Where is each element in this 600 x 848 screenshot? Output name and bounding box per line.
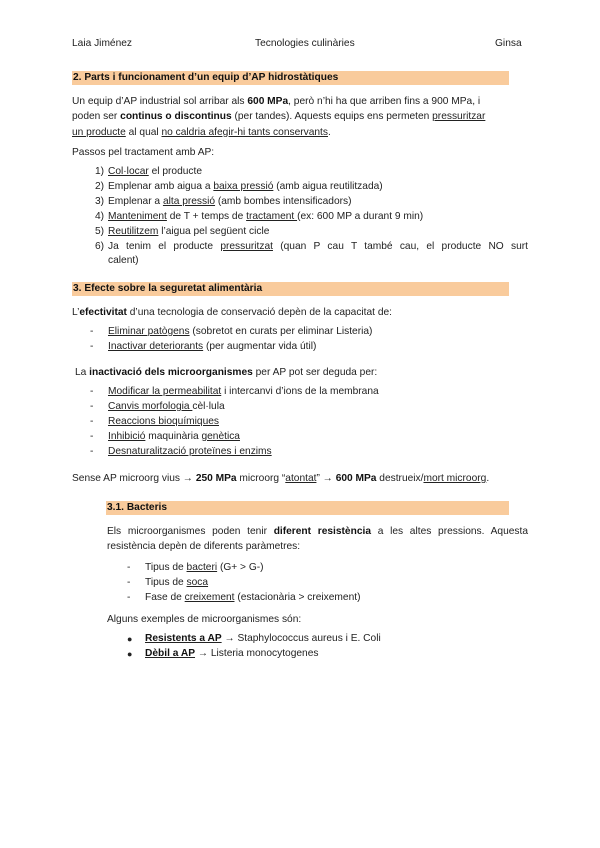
list-item-continuation: calent) (108, 255, 139, 266)
section-2-heading: 2. Parts i funcionament d’un equip d’AP hidrostàtiques (72, 71, 509, 85)
section-3-1-heading: 3.1. Bacteris (106, 501, 509, 515)
inactivation-text: La inactivació dels microorganismes per AP pot ser deguda per: (75, 367, 378, 378)
pressure-summary: Sense AP microorg vius → 250 MPa microorg “atontat” → 600 MPa destrueix/mort microorg. (72, 473, 490, 484)
bullet-icon: ● (127, 649, 133, 659)
steps-intro: Passos pel tractament amb AP: (72, 147, 215, 158)
effectivity-text: L’efectivitat d’una tecnologia de conservació depèn de la capacitat de: (72, 307, 393, 318)
header-school: Ginsa (495, 38, 522, 49)
section-2-paragraph: Un equip d’AP industrial sol arribar als 600 MPa, però n’hi ha que arriben fins a 900 MPa, i poden ser continus o discontinus (per tandes). Aquests equips ens permeten pressuritzar un producte al qual no caldria afegir-hi tants conservants. (72, 96, 486, 138)
bullet-icon: ● (127, 634, 133, 644)
header-subject: Tecnologies culinàries (255, 38, 355, 49)
section-3-heading: 3. Efecte sobre la seguretat alimentària (72, 282, 509, 296)
header-author: Laia Jiménez (72, 38, 133, 49)
examples-intro: Alguns exemples de microorganismes són: (107, 614, 302, 625)
bacteria-paragraph: Els microorganismes poden tenir diferent resistència a les altes pressions. Aquesta resistència depèn de diferents paràmetres: (107, 526, 528, 553)
